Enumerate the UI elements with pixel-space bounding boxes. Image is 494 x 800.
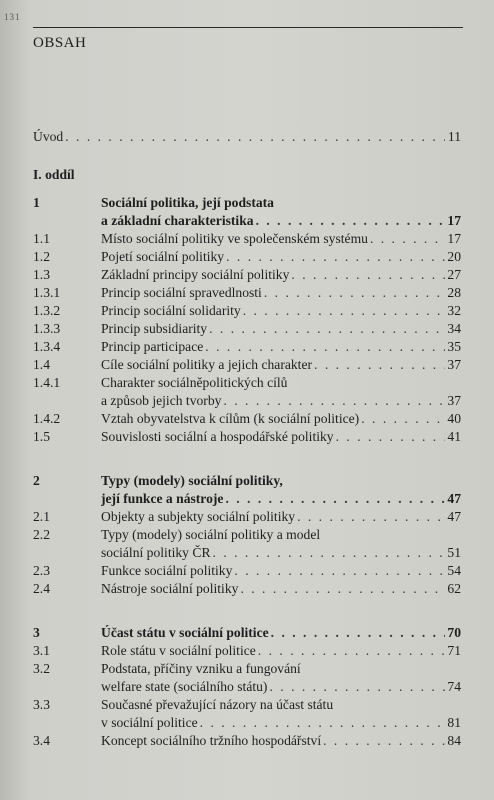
- toc-item-row: [33, 544, 461, 562]
- toc-entry-number: 2.1: [33, 509, 50, 524]
- leader-dots: [225, 490, 445, 508]
- toc-entry-number: 3.4: [33, 733, 50, 748]
- toc-entry-number: 2.2: [33, 527, 50, 542]
- leader-dots: [234, 562, 445, 580]
- toc-chapter-row: [33, 490, 461, 508]
- toc-entry-text: Cíle sociální politiky a jejich charakter: [101, 357, 313, 372]
- toc-entry-title: [101, 642, 447, 660]
- toc-entry-number: 1.5: [33, 429, 50, 444]
- toc-entry-number: 1.3.4: [33, 339, 61, 354]
- toc-item-row: [33, 230, 461, 248]
- toc-entry-page: 41: [447, 429, 461, 444]
- toc-entry-title: [101, 248, 447, 266]
- toc-item-row: [33, 526, 461, 544]
- toc-entry-text: Místo sociální politiky ve společenském systému: [101, 231, 368, 246]
- toc-entry-text: Pojetí sociální politiky: [101, 249, 225, 264]
- toc-intro-row: [33, 128, 461, 146]
- toc-entry-text: Objekty a subjekty sociální politiky: [101, 509, 296, 524]
- toc-intro-page: 11: [447, 129, 461, 144]
- leader-dots: [200, 714, 445, 732]
- leader-dots: [264, 284, 445, 302]
- toc-entry-text: sociální politiky ČR: [101, 545, 211, 560]
- spacer: [33, 184, 461, 194]
- leader-dots: [223, 392, 445, 410]
- toc-entry-page: 81: [447, 715, 461, 730]
- toc-entry-number: 3.3: [33, 697, 50, 712]
- leader-dots: [258, 642, 445, 660]
- toc-entry-page: 84: [447, 733, 461, 748]
- toc-entry-page: 28: [447, 285, 461, 300]
- leader-dots: [269, 678, 445, 696]
- spacer: [33, 462, 461, 472]
- toc-item-row: [33, 302, 461, 320]
- leader-dots: [323, 732, 445, 750]
- toc-item-row: [33, 374, 461, 392]
- toc-entry-title: [101, 678, 447, 696]
- toc-entry-text: Role státu v sociální politice: [101, 643, 256, 658]
- toc-entry-page: 32: [447, 303, 461, 318]
- toc-entry-page: 34: [447, 321, 461, 336]
- toc-item-row: [33, 410, 461, 428]
- toc-entry-title: [101, 508, 447, 526]
- toc-item-row: [33, 428, 461, 446]
- toc-item-row: [33, 562, 461, 580]
- toc-entry-number: 3.1: [33, 643, 50, 658]
- toc-entry-title: [101, 374, 461, 392]
- toc-item-row: [33, 732, 461, 750]
- toc-entry-text: a způsob jejich tvorby: [101, 393, 222, 408]
- toc-chapter-row: [33, 194, 461, 212]
- toc-entry-number: 3.2: [33, 661, 50, 676]
- toc-entry-number: 1: [33, 195, 40, 210]
- leader-dots: [226, 248, 445, 266]
- toc-entry-title: [101, 212, 447, 230]
- toc-entry-page: 17: [447, 231, 461, 246]
- toc-entry-title: [101, 410, 447, 428]
- toc-item-row: [33, 320, 461, 338]
- toc-entry-text: welfare state (sociálního státu): [101, 679, 268, 694]
- toc-entry-page: 35: [447, 339, 461, 354]
- toc-item-row: [33, 660, 461, 678]
- toc-entry-text: Podstata, příčiny vzniku a fungování: [101, 661, 301, 676]
- table-of-contents: [33, 128, 461, 750]
- toc-entry-title: [101, 580, 447, 598]
- toc-entry-title: [101, 392, 447, 410]
- top-rule: [33, 27, 463, 28]
- toc-entry-page: 37: [447, 393, 461, 408]
- toc-intro-title: Úvod: [33, 129, 64, 144]
- toc-chapter-row: [33, 624, 461, 642]
- toc-entry-number: 2.4: [33, 581, 50, 596]
- toc-entry-page: 70: [447, 625, 461, 640]
- toc-chapters: [33, 184, 461, 750]
- toc-entry-page: 17: [447, 213, 461, 228]
- toc-entry-text: Funkce sociální politiky: [101, 563, 233, 578]
- toc-item-row: [33, 338, 461, 356]
- toc-entry-number: 3: [33, 625, 40, 640]
- toc-entry-number: 1.3: [33, 267, 50, 282]
- toc-entry-title: [101, 696, 461, 714]
- toc-entry-title: [101, 472, 461, 490]
- toc-entry-text: a základní charakteristika: [101, 213, 254, 228]
- leader-dots: [314, 356, 445, 374]
- spacer: [33, 446, 461, 462]
- toc-entry-text: Typy (modely) sociální politiky,: [101, 473, 283, 488]
- toc-entry-text: Nástroje sociální politiky: [101, 581, 239, 596]
- toc-entry-page: 51: [447, 545, 461, 560]
- toc-entry-number: 2.3: [33, 563, 50, 578]
- toc-item-row: [33, 508, 461, 526]
- toc-entry-page: 40: [447, 411, 461, 426]
- toc-entry-number: 1.2: [33, 249, 50, 264]
- page-corner-mark: 131: [4, 12, 21, 22]
- toc-entry-page: 47: [447, 509, 461, 524]
- toc-entry-text: Souvislosti sociální a hospodářské politiky: [101, 429, 334, 444]
- toc-item-row: [33, 642, 461, 660]
- toc-entry-text: Účast státu v sociální politice: [101, 625, 269, 640]
- toc-entry-text: Princip participace: [101, 339, 204, 354]
- leader-dots: [209, 320, 445, 338]
- page-title: OBSAH: [33, 35, 87, 51]
- toc-entry-page: 20: [447, 249, 461, 264]
- toc-entry-text: Vztah obyvatelstva k cílům (k sociální politice): [101, 411, 360, 426]
- toc-entry-title: [101, 660, 461, 678]
- leader-dots: [297, 508, 445, 526]
- toc-entry-page: 37: [447, 357, 461, 372]
- toc-entry-number: 2: [33, 473, 40, 488]
- toc-entry-number: 1.3.2: [33, 303, 61, 318]
- toc-item-row: [33, 356, 461, 374]
- toc-entry-number: 1.1: [33, 231, 50, 246]
- toc-entry-title: [101, 320, 447, 338]
- leader-dots: [291, 266, 445, 284]
- toc-entry-title: [101, 266, 447, 284]
- toc-item-row: [33, 284, 461, 302]
- toc-entry-title: [101, 230, 447, 248]
- toc-entry-page: 47: [447, 491, 461, 506]
- toc-entry-title: [101, 624, 447, 642]
- leader-dots: [205, 338, 445, 356]
- toc-entry-text: její funkce a nástroje: [101, 491, 224, 506]
- toc-chapter-row: [33, 212, 461, 230]
- toc-entry-number: 1.4: [33, 357, 50, 372]
- toc-entry-title: [101, 714, 447, 732]
- leader-dots: [213, 544, 445, 562]
- leader-dots: [370, 230, 445, 248]
- spacer: [33, 598, 461, 614]
- toc-entry-title: [101, 302, 447, 320]
- leader-dots: [240, 580, 445, 598]
- toc-entry-title: [101, 194, 461, 212]
- leader-dots: [361, 410, 445, 428]
- toc-entry-number: 1.4.1: [33, 375, 61, 390]
- toc-entry-text: Princip sociální solidarity: [101, 303, 241, 318]
- toc-entry-title: [101, 544, 447, 562]
- toc-entry-title: [101, 338, 447, 356]
- toc-part-label-row: [33, 166, 461, 184]
- leader-dots: [256, 212, 445, 230]
- toc-entry-title: [101, 428, 447, 446]
- toc-item-row: [33, 392, 461, 410]
- toc-entry-text: Současné převažující názory na účast státu: [101, 697, 334, 712]
- toc-entry-text: Typy (modely) sociální politiky a model: [101, 527, 321, 542]
- toc-entry-title: [101, 562, 447, 580]
- leader-dots: [243, 302, 445, 320]
- toc-entry-number: 1.3.1: [33, 285, 61, 300]
- toc-entry-title: [101, 284, 447, 302]
- toc-entry-text: v sociální politice: [101, 715, 198, 730]
- toc-entry-title: [101, 356, 447, 374]
- toc-item-row: [33, 580, 461, 598]
- toc-entry-title: [101, 490, 447, 508]
- toc-entry-page: 62: [447, 581, 461, 596]
- toc-entry-number: 1.3.3: [33, 321, 61, 336]
- toc-entry-title: [101, 732, 447, 750]
- toc-entry-page: 71: [447, 643, 461, 658]
- leader-dots: [271, 624, 445, 642]
- toc-item-row: [33, 696, 461, 714]
- toc-entry-text: Sociální politika, její podstata: [101, 195, 274, 210]
- toc-item-row: [33, 714, 461, 732]
- toc-entry-page: 27: [447, 267, 461, 282]
- toc-entry-text: Princip subsidiarity: [101, 321, 208, 336]
- toc-entry-text: Základní principy sociální politiky: [101, 267, 290, 282]
- leader-dots: [65, 128, 445, 146]
- toc-item-row: [33, 266, 461, 284]
- toc-entry-text: Princip sociální spravedlnosti: [101, 285, 262, 300]
- toc-part-label: I. oddíl: [33, 167, 75, 182]
- toc-entry-title: [101, 526, 461, 544]
- toc-entry-page: 54: [447, 563, 461, 578]
- toc-entry-text: Charakter sociálněpolitických cílů: [101, 375, 288, 390]
- toc-item-row: [33, 678, 461, 696]
- toc-chapter-row: [33, 472, 461, 490]
- toc-entry-page: 74: [447, 679, 461, 694]
- leader-dots: [336, 428, 445, 446]
- spacer: [33, 614, 461, 624]
- toc-entry-number: 1.4.2: [33, 411, 61, 426]
- toc-entry-text: Koncept sociálního tržního hospodářství: [101, 733, 322, 748]
- toc-item-row: [33, 248, 461, 266]
